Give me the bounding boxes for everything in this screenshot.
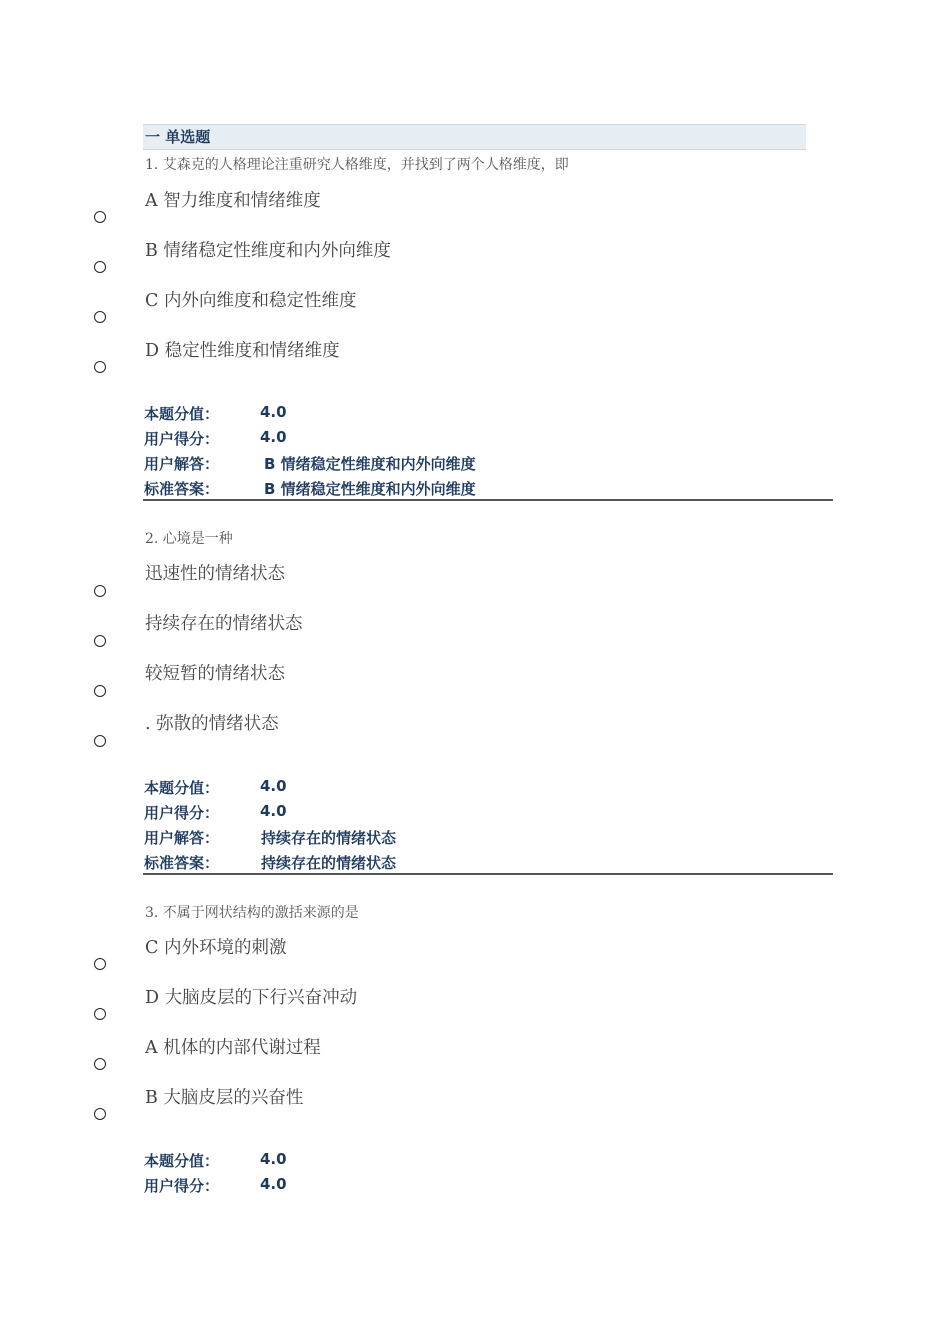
user-answer-label: 用户解答： bbox=[144, 455, 220, 473]
score-label: 本题分值： bbox=[144, 779, 220, 797]
option-radio[interactable] bbox=[94, 1058, 106, 1070]
question-title: 2. 心境是一种 bbox=[145, 531, 233, 547]
option-radio[interactable] bbox=[94, 261, 106, 273]
question-title: 1. 艾森克的人格理论注重研究人格维度，并找到了两个人格维度，即 bbox=[145, 157, 569, 173]
question-divider bbox=[143, 499, 833, 501]
option-label: D 大脑皮层的下行兴奋冲动 bbox=[145, 988, 358, 1008]
option-radio[interactable] bbox=[94, 1008, 106, 1020]
user-score-label: 用户得分： bbox=[144, 1177, 220, 1195]
user-score-label: 用户得分： bbox=[144, 430, 220, 448]
option-radio[interactable] bbox=[94, 211, 106, 223]
score-label: 本题分值： bbox=[144, 405, 220, 423]
user-answer-value: 持续存在的情绪状态 bbox=[261, 829, 397, 847]
option-label: A 机体的内部代谢过程 bbox=[145, 1038, 321, 1058]
option-radio[interactable] bbox=[94, 735, 106, 747]
option-radio[interactable] bbox=[94, 361, 106, 373]
option-radio[interactable] bbox=[94, 311, 106, 323]
question-divider bbox=[143, 873, 833, 875]
score-label: 本题分值： bbox=[144, 1152, 220, 1170]
option-label: 迅速性的情绪状态 bbox=[145, 564, 285, 584]
standard-answer-label: 标准答案： bbox=[144, 854, 220, 872]
option-label: A 智力维度和情绪维度 bbox=[145, 191, 321, 211]
option-label: 持续存在的情绪状态 bbox=[145, 614, 303, 634]
option-label: B 大脑皮层的兴奋性 bbox=[145, 1088, 304, 1108]
user-score-value: 4.0 bbox=[260, 428, 287, 446]
option-label: C 内外环境的刺激 bbox=[145, 938, 287, 958]
user-score-value: 4.0 bbox=[260, 1175, 287, 1193]
option-label: B 情绪稳定性维度和内外向维度 bbox=[145, 241, 391, 261]
option-radio[interactable] bbox=[94, 585, 106, 597]
option-label: 较短暂的情绪状态 bbox=[145, 664, 285, 684]
user-answer-label: 用户解答： bbox=[144, 829, 220, 847]
standard-answer-value: 持续存在的情绪状态 bbox=[261, 854, 397, 872]
section-header: 一 单选题 bbox=[143, 124, 806, 150]
score-value: 4.0 bbox=[260, 1150, 287, 1168]
user-answer-value: B 情绪稳定性维度和内外向维度 bbox=[264, 455, 476, 473]
standard-answer-value: B 情绪稳定性维度和内外向维度 bbox=[264, 480, 476, 498]
option-radio[interactable] bbox=[94, 958, 106, 970]
standard-answer-label: 标准答案： bbox=[144, 480, 220, 498]
option-radio[interactable] bbox=[94, 685, 106, 697]
option-label: . 弥散的情绪状态 bbox=[145, 714, 279, 734]
question-title: 3. 不属于网状结构的激括来源的是 bbox=[145, 905, 359, 921]
user-score-value: 4.0 bbox=[260, 802, 287, 820]
score-value: 4.0 bbox=[260, 403, 287, 421]
option-radio[interactable] bbox=[94, 635, 106, 647]
score-value: 4.0 bbox=[260, 777, 287, 795]
option-radio[interactable] bbox=[94, 1108, 106, 1120]
option-label: C 内外向维度和稳定性维度 bbox=[145, 291, 357, 311]
user-score-label: 用户得分： bbox=[144, 804, 220, 822]
option-label: D 稳定性维度和情绪维度 bbox=[145, 341, 340, 361]
